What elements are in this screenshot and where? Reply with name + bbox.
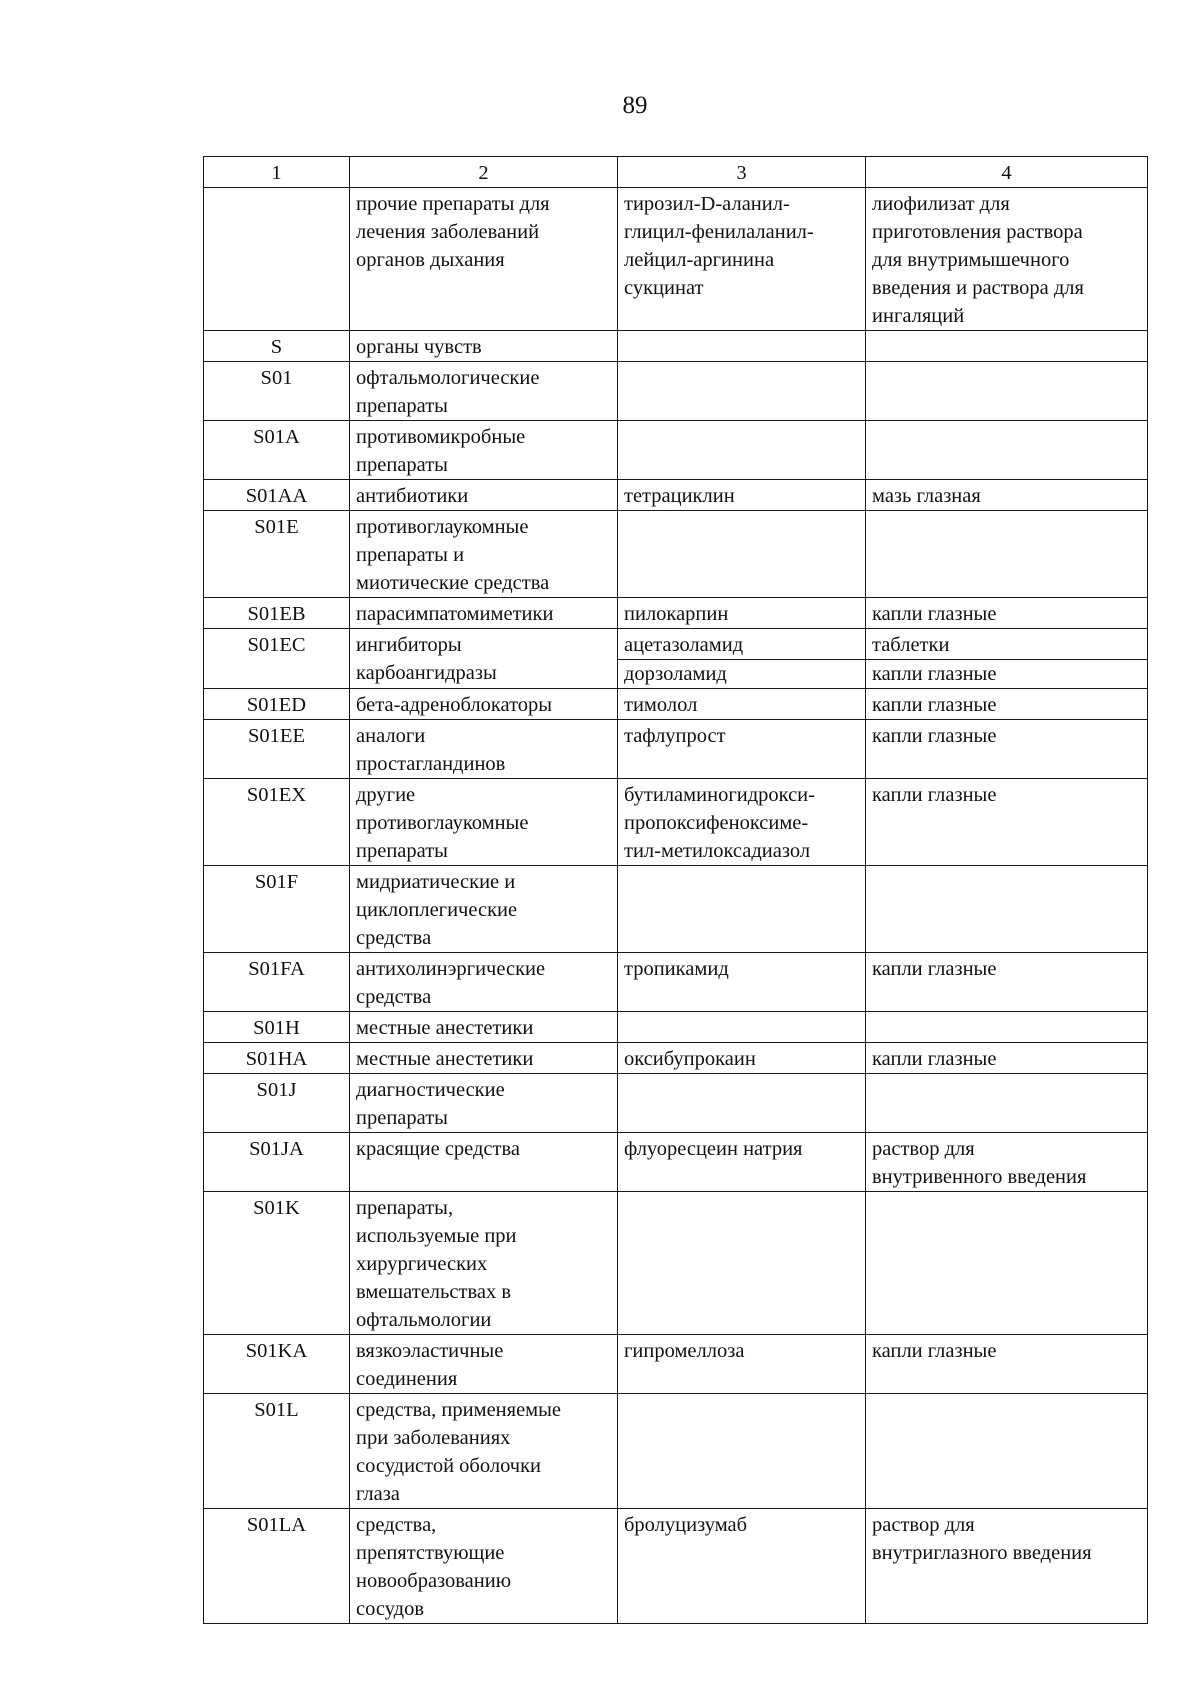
group-name-line: миотические средства xyxy=(356,572,550,594)
group-name-line: противомикробные xyxy=(356,426,526,448)
group-name-cell xyxy=(350,1394,618,1509)
table-header-row xyxy=(204,157,1148,188)
substance-cell xyxy=(618,953,866,1012)
group-name-line: противоглаукомные xyxy=(356,516,529,538)
substance-line: оксибупрокаин xyxy=(624,1048,756,1070)
table-row xyxy=(204,331,1148,362)
group-name-cell xyxy=(350,1192,618,1335)
substance-cell xyxy=(618,362,866,421)
substance-line: бролуцизумаб xyxy=(624,1514,748,1536)
table-row xyxy=(204,1335,1148,1394)
dosage-form-lines xyxy=(872,1511,1141,1567)
group-name-lines xyxy=(356,190,611,274)
group-name-line: препараты и xyxy=(356,544,465,566)
group-name-cell xyxy=(350,1012,618,1043)
group-name-line: сосудов xyxy=(356,1598,425,1620)
dosage-form-cell xyxy=(866,689,1148,720)
group-name-line: вмешательствах в xyxy=(356,1281,512,1303)
dosage-form-lines xyxy=(872,781,1141,809)
group-name-cell xyxy=(350,720,618,779)
group-name-line: другие xyxy=(356,784,416,806)
group-name-line: препараты xyxy=(356,1107,448,1129)
group-name-lines xyxy=(356,1396,611,1508)
dosage-form-cell xyxy=(866,720,1148,779)
dosage-form-line: капли глазные xyxy=(872,958,997,980)
dosage-form-cell xyxy=(866,480,1148,511)
substance-cell xyxy=(618,480,866,511)
group-name-line: парасимпатомиметики xyxy=(356,603,554,625)
group-name-line: карбоангидразы xyxy=(356,662,497,684)
table-row xyxy=(204,598,1148,629)
dosage-form-line: приготовления раствора xyxy=(872,221,1083,243)
substance-lines xyxy=(624,1135,859,1163)
group-name-lines xyxy=(356,482,611,510)
table-row xyxy=(204,1133,1148,1192)
table-row xyxy=(204,362,1148,421)
atc-code-cell: S01EX xyxy=(204,779,350,866)
dosage-form-line: раствор для xyxy=(872,1138,975,1160)
table-row xyxy=(204,629,1148,689)
substance-cell xyxy=(618,720,866,779)
substance-line: гипромеллоза xyxy=(624,1340,745,1362)
group-name-line: офтальмологические xyxy=(356,367,540,389)
substance-lines xyxy=(624,781,859,865)
page-number: 89 xyxy=(622,92,648,119)
group-name-line: средства, применяемые xyxy=(356,1399,562,1421)
group-name-line: офтальмологии xyxy=(356,1309,492,1331)
group-name-line: используемые при xyxy=(356,1225,517,1247)
atc-code-cell: S01LA xyxy=(204,1509,350,1624)
group-name-line: препараты xyxy=(356,454,448,476)
substance-cell xyxy=(618,866,866,953)
group-name-line: сосудистой оболочки xyxy=(356,1455,542,1477)
substance-line: лейцил-аргинина xyxy=(624,249,775,271)
dosage-form-line: внутривенного введения xyxy=(872,1166,1087,1188)
group-name-lines xyxy=(356,1194,611,1334)
dosage-form-line: внутриглазного введения xyxy=(872,1542,1092,1564)
atc-code-cell xyxy=(204,188,350,331)
group-name-line: бета-адреноблокаторы xyxy=(356,694,553,716)
group-name-lines xyxy=(356,691,611,719)
group-name-lines xyxy=(356,955,611,1011)
substance-cell xyxy=(618,1133,866,1192)
group-name-lines xyxy=(356,1337,611,1393)
group-name-line: вязкоэластичные xyxy=(356,1340,504,1362)
dosage-form-line: раствор для xyxy=(872,1514,975,1536)
group-name-lines xyxy=(356,1076,611,1132)
dosage-form-lines xyxy=(872,691,1141,719)
group-name-lines xyxy=(356,333,611,361)
substance-cell xyxy=(618,1509,866,1624)
substance-line: пропоксифеноксиме- xyxy=(624,812,809,834)
substance-lines xyxy=(624,660,859,688)
group-name-lines xyxy=(356,631,611,687)
dosage-form-cell xyxy=(866,188,1148,331)
group-name-cell xyxy=(350,480,618,511)
atc-code-cell: S01KA xyxy=(204,1335,350,1394)
dosage-form-cell xyxy=(866,1192,1148,1335)
dosage-form-line: капли глазные xyxy=(872,663,997,685)
dosage-form-line: лиофилизат для xyxy=(872,193,1010,215)
substance-line: сукцинат xyxy=(624,277,704,299)
atc-code-cell: S01E xyxy=(204,511,350,598)
group-name-lines xyxy=(356,1045,611,1073)
substance-lines xyxy=(624,691,859,719)
dosage-form-cell xyxy=(866,1133,1148,1192)
table-row xyxy=(204,1074,1148,1133)
substance-cell xyxy=(618,689,866,720)
substance-line: флуоресцеин натрия xyxy=(624,1138,803,1160)
table-row xyxy=(204,1012,1148,1043)
substance-lines xyxy=(624,631,859,659)
dosage-form-cell xyxy=(866,629,1148,689)
table-row xyxy=(204,866,1148,953)
table-row xyxy=(204,1192,1148,1335)
substance-line: тетрациклин xyxy=(624,485,735,507)
dosage-form-cell xyxy=(866,1012,1148,1043)
group-name-line: местные анестетики xyxy=(356,1048,534,1070)
substance-cell xyxy=(618,1012,866,1043)
group-name-line: при заболеваниях xyxy=(356,1427,511,1449)
substance-lines xyxy=(624,482,859,510)
substance-cell xyxy=(618,188,866,331)
dosage-form-line: таблетки xyxy=(872,634,950,656)
group-name-cell xyxy=(350,1335,618,1394)
group-name-line: ингибиторы xyxy=(356,634,462,656)
group-name-line: циклоплегические xyxy=(356,899,518,921)
group-name-line: соединения xyxy=(356,1368,458,1390)
atc-code-cell: S01K xyxy=(204,1192,350,1335)
substance-line: тирозил-D-аланил- xyxy=(624,193,790,215)
atc-code-cell: S01A xyxy=(204,421,350,480)
substance-cell xyxy=(618,1335,866,1394)
substance-cell xyxy=(618,629,866,689)
dosage-form-cell xyxy=(866,511,1148,598)
group-name-line: антихолинэргические xyxy=(356,958,546,980)
substance-cell xyxy=(618,1043,866,1074)
group-name-line: прочие препараты для xyxy=(356,193,550,215)
header-cell-2: 2 xyxy=(350,157,618,188)
group-name-lines xyxy=(356,364,611,420)
dosage-form-cell xyxy=(866,1509,1148,1624)
group-name-line: препараты xyxy=(356,840,448,862)
substance-lines xyxy=(624,722,859,750)
dosage-form-cell xyxy=(866,1074,1148,1133)
dosage-form-line: для внутримышечного xyxy=(872,249,1070,271)
dosage-form-cell xyxy=(866,866,1148,953)
substance-lines xyxy=(624,1045,859,1073)
dosage-form-lines xyxy=(872,1337,1141,1365)
group-name-line: мидриатические и xyxy=(356,871,516,893)
atc-code-cell: S01H xyxy=(204,1012,350,1043)
substance-cell xyxy=(618,511,866,598)
substance-line: глицил-фенилаланил- xyxy=(624,221,814,243)
dosage-form-lines xyxy=(872,1045,1141,1073)
group-name-line: препараты xyxy=(356,395,448,417)
atc-code-cell: S01J xyxy=(204,1074,350,1133)
group-name-line: средства xyxy=(356,986,432,1008)
dosage-form-lines xyxy=(872,631,1141,659)
group-name-line: красящие средства xyxy=(356,1138,520,1160)
substance-cell xyxy=(618,1074,866,1133)
group-name-line: местные анестетики xyxy=(356,1017,534,1039)
header-cell-4: 4 xyxy=(866,157,1148,188)
substance-lines xyxy=(624,1511,859,1539)
group-name-line: аналоги xyxy=(356,725,426,747)
atc-code-cell: S01EB xyxy=(204,598,350,629)
table-row xyxy=(204,1043,1148,1074)
table-row xyxy=(204,779,1148,866)
dosage-form-lines xyxy=(872,1135,1141,1191)
atc-code-cell: S01ED xyxy=(204,689,350,720)
dosage-form-lines xyxy=(872,722,1141,750)
dosage-form-line: капли глазные xyxy=(872,725,997,747)
group-name-cell xyxy=(350,866,618,953)
table-row xyxy=(204,1394,1148,1509)
dosage-form-line: капли глазные xyxy=(872,784,997,806)
group-name-line: хирургических xyxy=(356,1253,488,1275)
dosage-form-cell xyxy=(866,1394,1148,1509)
header-cell-3: 3 xyxy=(618,157,866,188)
atc-code-cell: S01EC xyxy=(204,629,350,689)
group-name-cell xyxy=(350,1509,618,1624)
group-name-cell xyxy=(350,689,618,720)
drug-classification-table xyxy=(203,156,1148,1624)
substance-line: пилокарпин xyxy=(624,603,729,625)
group-name-line: средства, xyxy=(356,1514,437,1536)
group-name-line: новообразованию xyxy=(356,1570,512,1592)
dosage-form-line: капли глазные xyxy=(872,694,997,716)
dosage-form-cell xyxy=(866,421,1148,480)
substance-line: дорзоламид xyxy=(624,663,727,685)
dosage-form-cell xyxy=(866,1043,1148,1074)
substance-cell xyxy=(618,1192,866,1335)
group-name-line: средства xyxy=(356,927,432,949)
table-row xyxy=(204,511,1148,598)
dosage-form-cell xyxy=(866,1335,1148,1394)
dosage-form-cell xyxy=(866,598,1148,629)
atc-code-cell: S01 xyxy=(204,362,350,421)
group-name-lines xyxy=(356,1135,611,1163)
substance-line: тафлупрост xyxy=(624,725,726,747)
atc-code-cell: S01EE xyxy=(204,720,350,779)
group-name-cell xyxy=(350,953,618,1012)
substance-lines xyxy=(624,1337,859,1365)
group-name-lines xyxy=(356,1014,611,1042)
group-name-lines xyxy=(356,868,611,952)
group-name-cell xyxy=(350,511,618,598)
substance-line: бутиламиногидрокси- xyxy=(624,784,815,806)
group-name-lines xyxy=(356,1511,611,1623)
dosage-form-line: ингаляций xyxy=(872,305,965,327)
dosage-form-line: капли глазные xyxy=(872,1340,997,1362)
dosage-form-cell xyxy=(866,779,1148,866)
table-row xyxy=(204,421,1148,480)
substance-lines xyxy=(624,190,859,302)
table-row xyxy=(204,480,1148,511)
group-name-line: простагландинов xyxy=(356,753,506,775)
dosage-form-lines xyxy=(872,660,1141,688)
group-name-cell xyxy=(350,331,618,362)
group-name-lines xyxy=(356,781,611,865)
dosage-form-cell xyxy=(866,362,1148,421)
group-name-lines xyxy=(356,722,611,778)
group-name-lines xyxy=(356,423,611,479)
group-name-line: противоглаукомные xyxy=(356,812,529,834)
dosage-form-line: капли глазные xyxy=(872,603,997,625)
group-name-lines xyxy=(356,513,611,597)
substance-cell xyxy=(618,1394,866,1509)
group-name-line: органы чувств xyxy=(356,336,482,358)
group-name-line: диагностические xyxy=(356,1079,505,1101)
atc-code-cell: S01JA xyxy=(204,1133,350,1192)
group-name-cell xyxy=(350,421,618,480)
group-name-line: антибиотики xyxy=(356,485,469,507)
group-name-cell xyxy=(350,1074,618,1133)
atc-code-cell: S01F xyxy=(204,866,350,953)
substance-cell xyxy=(618,779,866,866)
substance-cell xyxy=(618,421,866,480)
substance-line: тропикамид xyxy=(624,958,729,980)
group-name-line: лечения заболеваний xyxy=(356,221,540,243)
substance-line: тил-метилоксадиазол xyxy=(624,840,811,862)
dosage-form-line: капли глазные xyxy=(872,1048,997,1070)
substance-lines xyxy=(624,600,859,628)
table-row xyxy=(204,953,1148,1012)
atc-code-cell: S01FA xyxy=(204,953,350,1012)
table-row xyxy=(204,689,1148,720)
substance-lines xyxy=(624,955,859,983)
dosage-form-lines xyxy=(872,190,1141,330)
group-name-lines xyxy=(356,600,611,628)
group-name-line: глаза xyxy=(356,1483,400,1505)
dosage-form-lines xyxy=(872,600,1141,628)
table-row xyxy=(204,720,1148,779)
dosage-form-line: введения и раствора для xyxy=(872,277,1084,299)
substance-line: тимолол xyxy=(624,694,698,716)
substance-cell xyxy=(618,598,866,629)
atc-code-cell: S01HA xyxy=(204,1043,350,1074)
table-row xyxy=(204,188,1148,331)
group-name-line: препятствующие xyxy=(356,1542,505,1564)
table-body xyxy=(204,157,1148,1624)
atc-code-cell: S xyxy=(204,331,350,362)
group-name-cell xyxy=(350,598,618,629)
table-row xyxy=(204,1509,1148,1624)
group-name-cell xyxy=(350,779,618,866)
group-name-cell xyxy=(350,1043,618,1074)
group-name-cell xyxy=(350,1133,618,1192)
dosage-form-lines xyxy=(872,482,1141,510)
group-name-cell xyxy=(350,362,618,421)
dosage-form-cell xyxy=(866,953,1148,1012)
substance-line: ацетазоламид xyxy=(624,634,744,656)
group-name-line: препараты, xyxy=(356,1197,454,1219)
dosage-form-cell xyxy=(866,331,1148,362)
group-name-cell xyxy=(350,629,618,689)
atc-code-cell: S01L xyxy=(204,1394,350,1509)
group-name-line: органов дыхания xyxy=(356,249,505,271)
dosage-form-line: мазь глазная xyxy=(872,485,981,507)
header-cell-1: 1 xyxy=(204,157,350,188)
dosage-form-lines xyxy=(872,955,1141,983)
group-name-cell xyxy=(350,188,618,331)
atc-code-cell: S01AA xyxy=(204,480,350,511)
substance-cell xyxy=(618,331,866,362)
